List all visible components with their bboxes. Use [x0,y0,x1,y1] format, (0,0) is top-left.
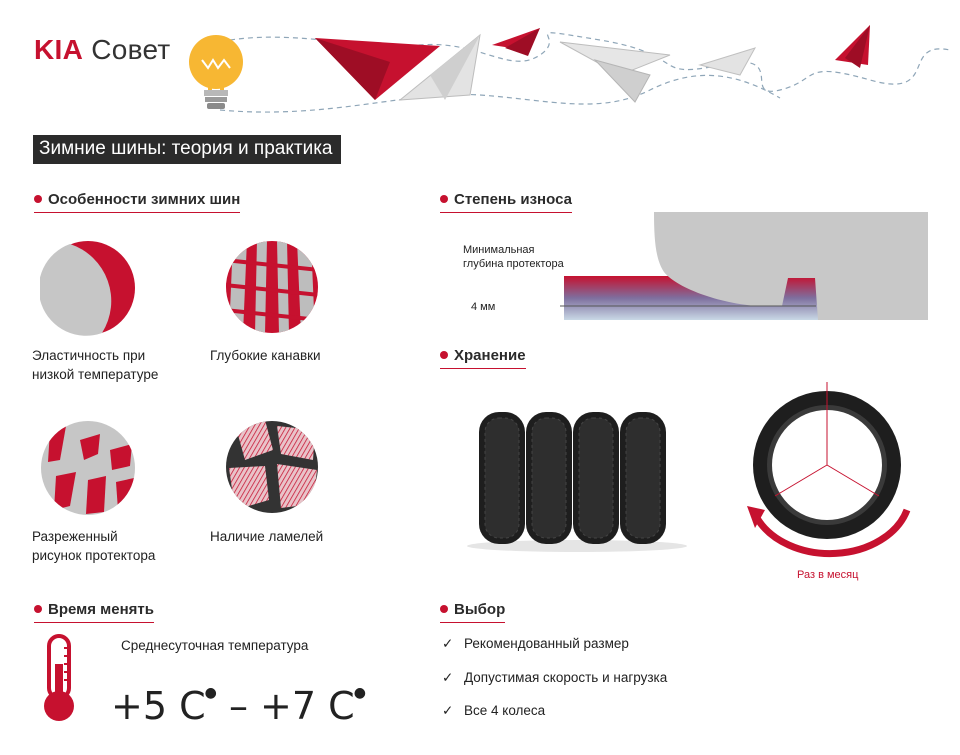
temp-to: +7 C [260,684,355,728]
bullet-dot [34,605,42,613]
bullet-dot [34,195,42,203]
header-decoration [180,20,960,125]
bullet-dot [440,351,448,359]
feature-label-sparse: Разреженный рисунок протектора [32,529,156,563]
thermometer-icon [38,634,82,724]
check-icon: ✓ [442,703,454,718]
check-icon: ✓ [442,670,454,685]
feature-label-elasticity: Эластичность при низкой температуре [32,348,159,382]
paper-plane-grey-small-icon [700,48,755,75]
section-choice-heading: Выбор [440,601,505,623]
brand-logo [34,34,171,66]
paper-plane-red-small-icon [492,28,540,56]
page-title: Зимние шины: теория и практика [33,135,341,164]
wear-label: Минимальная глубина протектора [463,244,564,270]
sparse-tread-icon [40,420,136,516]
tire-icon [479,412,525,544]
tire-icon [526,412,572,544]
tire-icon [620,412,666,544]
section-change-heading: Время менять [34,601,154,623]
check-icon: ✓ [442,636,454,651]
choice-item: ✓ Рекомендованный размер [442,636,629,651]
paper-plane-grey-2-icon [560,42,670,102]
elasticity-icon [40,240,136,336]
deep-grooves-icon [225,240,319,334]
brand-kia: KIA [34,34,84,65]
rotate-tire-image [745,378,915,558]
section-features-heading: Особенности зимних шин [34,191,240,213]
bullet-dot [440,605,448,613]
section-storage-heading: Хранение [440,347,526,369]
degree-icon: ● [353,685,366,701]
wear-depth-value: 4 мм [471,301,496,313]
temp-dash: – [228,684,248,728]
feature-label-sipes: Наличие ламелей [210,529,324,544]
temp-from: +5 C [111,684,206,728]
stacked-tires-image [465,408,690,553]
lightbulb-icon [189,35,243,109]
section-wear-heading: Степень износа [440,191,572,213]
change-caption: Среднесуточная температура [121,638,309,653]
temperature-range [111,684,366,728]
feature-label-grooves: Глубокие канавки [210,348,321,363]
choice-item: ✓ Допустимая скорость и нагрузка [442,670,668,685]
rotate-caption: Раз в месяц [797,569,859,581]
degree-icon: ● [204,685,217,701]
brand-word: Совет [91,34,171,65]
choice-item: ✓ Все 4 колеса [442,703,546,718]
paper-plane-red-right-icon [835,25,870,68]
tire-icon [573,412,619,544]
tread-depth-diagram [560,212,928,320]
bullet-dot [440,195,448,203]
sipes-icon [225,420,319,514]
